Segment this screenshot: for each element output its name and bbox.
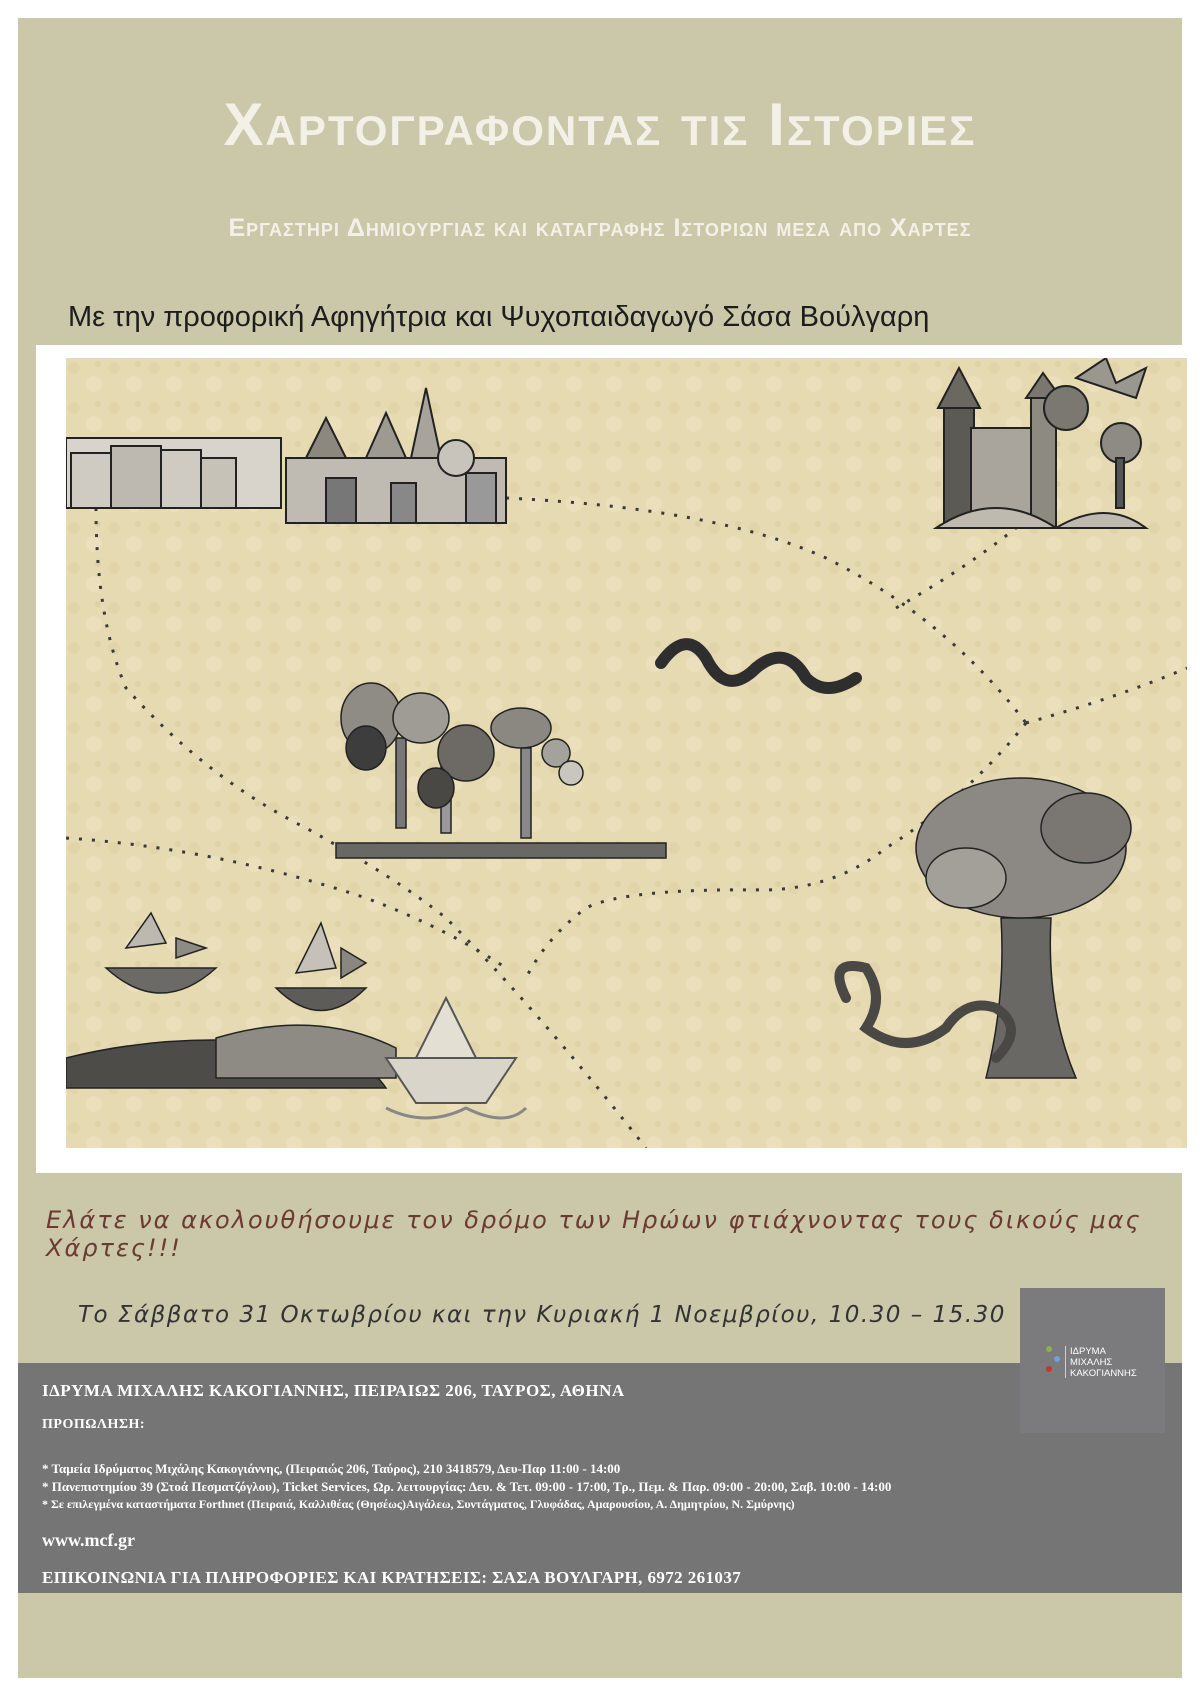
poster-title: Χαρτογραφοντας τις Ιστοριες (223, 91, 977, 158)
logo-dot-blue-icon (1054, 1356, 1060, 1362)
info-band (18, 1363, 1182, 1593)
website-link[interactable]: www.mcf.gr (42, 1530, 135, 1550)
invite-line: Ελάτε να ακολουθήσουμε τον δρόμο των Ηρώων φτιάχνοντας τους δικούς μας Χάρτες!!! (46, 1206, 1142, 1262)
venue-address: ΙΔΡΥΜΑ ΜΙΧΑΛΗΣ ΚΑΚΟΓΙΑΝΝΗΣ, ΠΕΙΡΑΙΩΣ 206, ΤΑΥΡΟΣ, ΑΘΗΝΑ (42, 1381, 625, 1400)
presale-heading: ΠΡΟΠΩΛΗΣΗ: (42, 1417, 146, 1432)
logo-line2: ΜΙΧΑΛΗΣ (1070, 1357, 1113, 1368)
presale-line: * Πανεπιστημίου 39 (Στοά Πεσματζόγλου), Ticket Services, Ωρ. λειτουργίας: Δευ. & Τετ. 09:00 - 17:00, Τρ., Πεμ. & Παρ. 09:00 - 20:00, Σαβ. 10:00 - 14:00 (42, 1479, 892, 1494)
logo-line1: ΙΔΡΥΜΑ (1070, 1346, 1106, 1357)
map-illustration-frame (36, 345, 1200, 1173)
event-dates: Το Σάββατο 31 Οκτωβρίου και την Κυριακή 1 Νοεμβρίου, 10.30 – 15.30 (78, 1302, 1006, 1328)
presenter-line: Με την προφορική Αφηγήτρια και Ψυχοπαιδαγωγό Σάσα Βούλγαρη (68, 301, 930, 333)
contact-line: ΕΠΙΚΟΙΝΩΝΙΑ ΓΙΑ ΠΛΗΡΟΦΟΡΙΕΣ ΚΑΙ ΚΡΑΤΗΣΕΙΣ: ΣΑΣΑ ΒΟΥΛΓΑΡΗ, 6972 261037 (42, 1568, 742, 1587)
foundation-logo (1020, 1288, 1165, 1433)
presale-line: * Ταμεία Ιδρύματος Μιχάλης Κακογιάννης, (Πειραιώς 206, Ταύρος), 210 3418579, Δευ-Παρ 11:00 - 14:00 (42, 1461, 621, 1476)
logo-line3: ΚΑΚΟΓΙΑΝΝΗΣ (1070, 1368, 1137, 1379)
poster (18, 18, 1182, 1678)
logo-separator (1065, 1346, 1066, 1378)
logo-dot-red-icon (1046, 1366, 1052, 1372)
logo-dot-green-icon (1046, 1346, 1052, 1352)
poster-subtitle: Εργαστηρι Δημιουργιας και καταγραφης Ιστοριων μεσα απο Χαρτες (228, 214, 972, 242)
logo-text (1070, 1346, 1160, 1379)
presale-line: * Σε επιλεγμένα καταστήματα Forthnet (Πειραιά, Καλλιθέας (Θησέως)Αιγάλεω, Συντάγματος, Γλυφάδας, Αμαρουσίου, Α. Δημητρίου, Ν. Σμύρνης) (42, 1497, 795, 1511)
map-illustration (66, 358, 1187, 1148)
